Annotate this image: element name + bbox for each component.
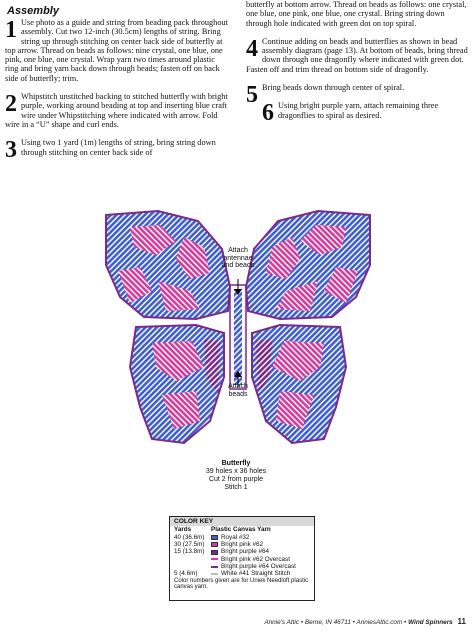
step-6 xyxy=(246,100,470,127)
color-key xyxy=(169,516,315,601)
step-text: Bring beads down through center of spiral. xyxy=(262,83,405,93)
color-key-row xyxy=(170,563,314,570)
color-key-title: COLOR KEY xyxy=(170,517,314,526)
page-number: 11 xyxy=(457,617,466,626)
color-key-row xyxy=(170,570,314,577)
color-key-row xyxy=(170,534,314,541)
page-footer xyxy=(264,617,466,626)
color-key-note: Color numbers given are for Uniek Needloft plastic canvas yarn. xyxy=(174,577,309,591)
butterfly-chart-svg xyxy=(100,207,376,453)
stitch-line-swatch xyxy=(211,558,218,560)
step-text: Whipstitch unstitched backing to stitched butterfly with bright purple, working around beading at top and inserting blue craft wire under Whipstitching where indicated with arrow. Fold wire in a “U” shape and curl ends. xyxy=(5,92,228,129)
step-number: 3 xyxy=(5,137,17,164)
color-key-yards-header: Yards xyxy=(174,526,192,534)
right-wing xyxy=(246,211,370,443)
step-text: Using bright purple yarn, attach remaining three dragonflies to spiral as desired. xyxy=(278,101,439,120)
pattern-stitch: Stitch 1 xyxy=(224,484,248,491)
color-key-label: Royal #32 xyxy=(221,533,250,541)
color-key-label: Bright pink #62 Overcast xyxy=(221,555,290,563)
left-wing xyxy=(106,211,230,443)
pattern-name: Butterfly xyxy=(221,460,251,467)
step-5 xyxy=(246,82,470,109)
pattern-cut: Cut 2 from purple xyxy=(208,476,264,483)
step-3-continued xyxy=(246,0,470,28)
callout-attach-beads: Attach beads xyxy=(228,383,248,398)
color-swatch xyxy=(211,542,218,547)
instructions-right-column xyxy=(246,0,470,129)
color-key-yards: 5 (4.6m) xyxy=(174,570,198,578)
stitch-line-swatch xyxy=(211,566,218,568)
step-text: Continue adding on beads and butterflies as shown in bead assembly diagram (page 13). At bottom of beads, bring thread down through one dragonfly where indicated with green dot. Fasten off and trim thread on bottom side of dragonfly. xyxy=(246,36,468,74)
color-key-label: Bright pink #62 xyxy=(221,541,264,549)
step-text: butterfly at bottom arrow. Thread on beads as follows: one crystal, one blue, one pink, one blue, one crystal. Bring string down through hole indicated with green dot on top spiral. xyxy=(246,0,467,28)
color-key-yards: 15 (13.8m) xyxy=(174,548,205,556)
color-key-row xyxy=(170,541,314,548)
footer-publisher: Annie's Attic • Berne, IN 46711 • AnniesAttic.com • xyxy=(264,619,407,626)
color-key-yards: 30 (27.5m) xyxy=(174,541,205,549)
step-number: 1 xyxy=(5,17,17,43)
color-key-rows xyxy=(170,534,314,578)
step-text: Use photo as a guide and string from beading pack throughout assembly. Cut two 12-inch (30.5cm) lengths of string. Bring string up through stitching on center back side of butterfly at top arrow. Thread on beads as follows: nine crystal, one blue, one pink, one blue, one crystal. Wrap yarn two times around plastic ring and bring yarn back down through beads; fasten off on back side of butterfly; trim. xyxy=(5,18,228,83)
color-key-label: Bright purple #64 Overcast xyxy=(221,562,296,570)
color-key-yards: 40 (36.6m) xyxy=(174,533,205,541)
step-1 xyxy=(5,18,229,83)
stitch-line-swatch xyxy=(211,573,218,575)
step-text: Using two 1 yard (1m) lengths of string, bring string down through stitching on center back side of xyxy=(21,138,216,157)
pattern-holes: 39 holes x 36 holes xyxy=(205,468,267,475)
step-3 xyxy=(5,137,229,164)
step-4 xyxy=(246,37,470,74)
section-heading: Assembly xyxy=(7,5,59,17)
butterfly-pattern-diagram xyxy=(100,207,376,453)
step-number: 4 xyxy=(246,35,258,62)
color-swatch xyxy=(211,535,218,540)
color-swatch xyxy=(211,550,218,555)
callout-attach-antennae: Attach antennae and beads xyxy=(221,247,255,269)
step-number: 5 xyxy=(246,82,258,109)
step-2 xyxy=(5,92,229,129)
instructions-left-column xyxy=(5,18,229,166)
color-key-header xyxy=(170,526,314,533)
pattern-caption xyxy=(186,460,286,492)
footer-section: Wind Spinners xyxy=(408,619,453,626)
color-key-row xyxy=(170,556,314,563)
step-number: 2 xyxy=(5,91,17,118)
color-key-label: Bright purple #64 xyxy=(221,548,269,556)
color-key-row xyxy=(170,548,314,555)
color-key-yarn-header: Plastic Canvas Yarn xyxy=(211,526,271,534)
color-key-label: White #41 Straight Stitch xyxy=(221,570,291,578)
step-number: 6 xyxy=(262,100,274,127)
